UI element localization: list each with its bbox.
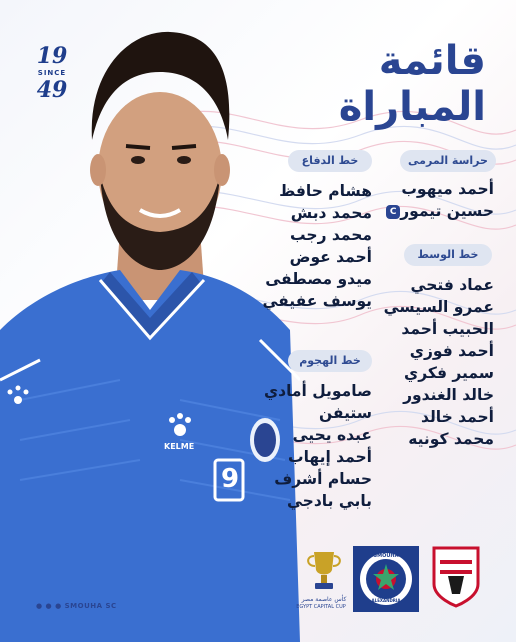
defense-list [262, 180, 372, 312]
player-name: صامويل أمادي [263, 382, 372, 400]
zamalek-club-logo [430, 546, 482, 608]
section-label-goalkeepers: حراسة المرمى [400, 150, 496, 172]
social-handle [36, 602, 117, 610]
smouha-bottom-text: ALEXANDRIA [371, 598, 401, 603]
trophy-icon [304, 548, 344, 592]
player-row-captain [382, 200, 494, 222]
zamalek-crest-icon [430, 546, 482, 608]
midfield-list [384, 274, 494, 450]
player-name: عبده يحيى [292, 426, 372, 444]
section-label-defense: خط الدفاع [288, 150, 372, 172]
player-name: سمير فكري [403, 364, 494, 382]
page-title [339, 38, 486, 130]
player-name: ستيفن [318, 404, 372, 422]
social-icons: ● ● ● [36, 602, 65, 610]
player-name: عمرو السيسي [383, 298, 494, 316]
player-name: عماد فتحي [410, 276, 494, 294]
player-name: بابي بادجي [287, 492, 372, 510]
player-name: أحمد خالد [421, 408, 494, 426]
cup-caption-en: EGYPT CAPITAL CUP [296, 604, 346, 610]
section-label-attack: خط الهجوم [288, 350, 372, 372]
smouha-top-text: SMOUHA [373, 553, 399, 559]
player-name: محمد كونيه [408, 430, 494, 448]
jersey-number: 9 [221, 464, 240, 494]
player-name: محمد دبش [290, 204, 372, 222]
section-label-midfield: خط الوسط [404, 244, 492, 266]
player-name: يوسف عفيفي [262, 292, 372, 310]
player-name: حسام أشرف [274, 470, 372, 488]
since-badge [28, 44, 76, 102]
player-name: محمد رجب [289, 226, 372, 244]
player-name: أحمد ميهوب [401, 180, 494, 198]
smouha-club-logo [353, 546, 419, 612]
egypt-capital-cup-logo [296, 548, 352, 618]
player-name: هشام حافظ [279, 182, 372, 200]
since-label: SINCE [37, 69, 67, 77]
player-name: أحمد فوزي [409, 342, 494, 360]
title-line-2: المباراة [338, 84, 486, 130]
captain-badge: C [386, 205, 400, 219]
since-year-start: 19 [36, 43, 68, 69]
goalkeepers-list [382, 178, 494, 222]
player-name: أحمد إيهاب [288, 448, 372, 466]
jersey-brand: KELME [164, 442, 195, 451]
social-handle-text: SMOUHA SC [64, 602, 117, 610]
player-name: خالد الغندور [403, 386, 494, 404]
cup-caption-ar: كأس عاصمة مصر [301, 596, 347, 603]
title-line-1: قائمة [378, 38, 486, 84]
player-name: الحبيب أحمد [401, 320, 494, 338]
attack-list [264, 380, 372, 512]
player-name: حسين تيمور [400, 202, 494, 220]
player-name: أحمد عوض [289, 248, 372, 266]
player-name: ميدو مصطفى [265, 270, 372, 288]
since-year-end: 49 [36, 77, 68, 103]
